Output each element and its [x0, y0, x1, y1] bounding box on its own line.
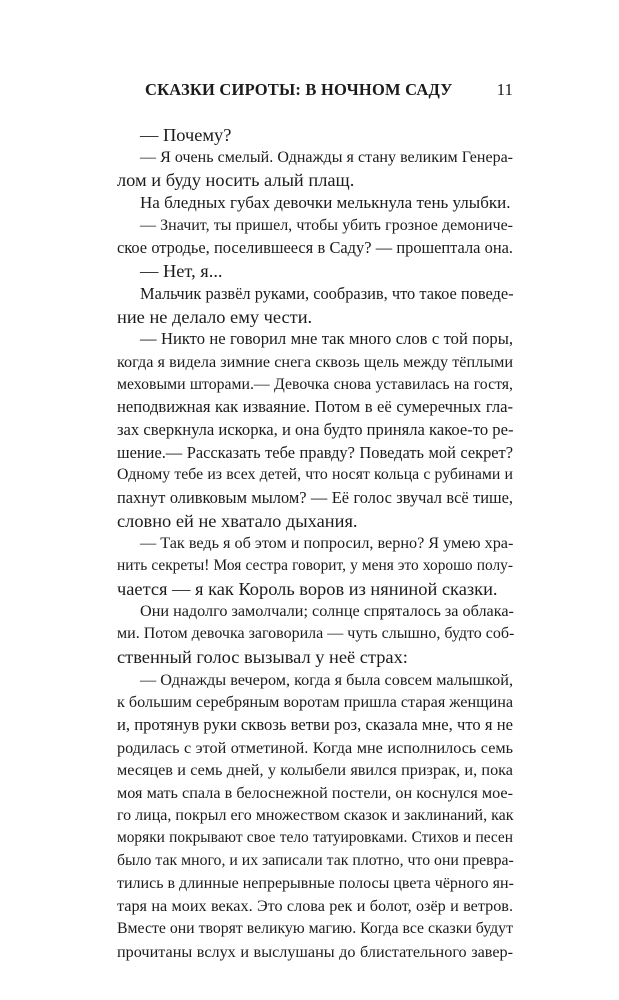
text-line: пахнут оливковым мылом? — Её голос звучал всё тише,	[117, 488, 513, 507]
text-line: чается — я как Король воров из няниной сказки.	[117, 578, 498, 599]
text-line: лом и буду носить алый плащ.	[117, 170, 355, 191]
running-head	[117, 80, 513, 104]
text-line: ние не делало ему чести.	[117, 306, 313, 327]
text-line: — Значит, ты пришел, чтобы убить грозное демониче-	[140, 216, 513, 234]
text-line: месяцев и семь дней, у колыбели явился призрак, и, пока	[117, 761, 513, 780]
text-line: словно ей не хватало дыхания.	[117, 510, 358, 531]
text-line: когда я видела зимние снега сквозь щель между тёплыми	[117, 352, 513, 371]
text-line: неподвижная как изваяние. Потом в её сумеречных гла-	[117, 397, 513, 417]
text-line: шение.— Рассказать тебе правду? Поведать мой секрет?	[117, 442, 513, 462]
text-line: — Так ведь я об этом и попросил, верно? Я умею хра-	[140, 534, 514, 553]
body-text	[117, 124, 513, 963]
text-line: — Я очень смелый. Однажды я стану великим Генера-	[140, 148, 513, 166]
text-line: нить секреты! Моя сестра говорит, у меня это хорошо полу-	[117, 557, 513, 575]
text-line: — Никто не говорил мне так много слов с той поры,	[140, 329, 513, 349]
text-line: — Однажды вечером, когда я была совсем малышкой,	[140, 670, 513, 689]
text-line: Мальчик развёл руками, сообразив, что такое поведе-	[140, 283, 514, 303]
running-title: СКАЗКИ СИРОТЫ: В НОЧНОМ САДУ	[145, 80, 453, 99]
text-line: было так много, и их записали так плотно, что они превра-	[117, 852, 514, 869]
page-number: 11	[496, 80, 513, 99]
text-line: тились в длинные непрерывные полосы цвета чёрного ян-	[117, 874, 514, 892]
text-line: к большим серебряным воротам пришла старая женщина	[117, 693, 514, 712]
text-line: меховыми шторами.— Девочка снова уставилась на гостя,	[117, 375, 513, 393]
text-line: ми. Потом девочка заговорила — чуть слышно, будто соб-	[117, 625, 515, 643]
text-line: Вместе они творят великую магию. Когда все сказки будут	[117, 920, 513, 938]
text-line: ственный голос вызывал у неё страх:	[117, 646, 408, 667]
text-line: — Почему?	[140, 125, 232, 145]
text-line: родилась с этой отметиной. Когда мне исполнилось семь	[117, 738, 513, 757]
text-line: моряки покрывают свое тело татуировками. Стихов и песен	[117, 829, 513, 847]
text-line: и, протянув руки сквозь ветви роз, сказала мне, что я не	[117, 714, 513, 734]
text-line: Одному тебе из всех детей, что носят кольца с рубинами и	[117, 466, 513, 484]
text-line: прочитаны вслух и выслушаны до блистательного завер-	[117, 942, 513, 961]
text-line: таря на моих веках. Это слова рек и болот, озёр и ветров.	[117, 897, 513, 916]
text-line: — Нет, я...	[140, 261, 223, 282]
text-line: На бледных губах девочки мелькнула тень улыбки.	[140, 193, 511, 213]
text-line: зах сверкнула искорка, и она будто приняла какое-то ре-	[117, 419, 514, 439]
text-line: Они надолго замолчали; солнце спряталось за облака-	[140, 602, 514, 621]
text-line: ское отродье, поселившееся в Саду? — прошептала она.	[117, 238, 513, 258]
text-line: моя мать спала в белоснежной постели, он коснулся мое-	[117, 783, 513, 802]
text-line: го лица, покрыл его множеством сказок и заклинаний, как	[117, 806, 514, 824]
